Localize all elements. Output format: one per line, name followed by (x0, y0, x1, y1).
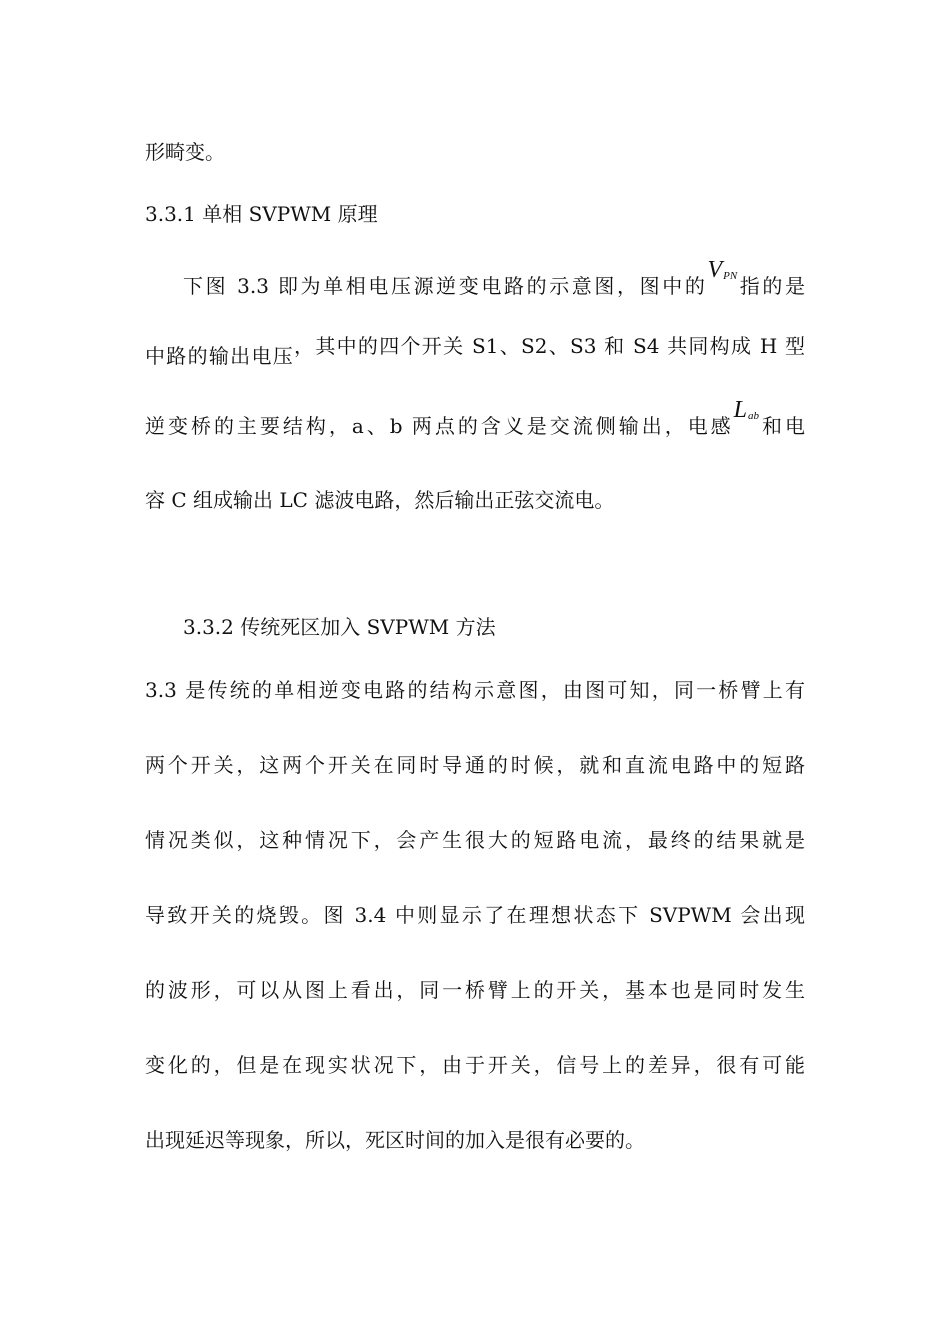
paragraph-line (145, 676, 805, 704)
paragraph-tail (145, 138, 805, 166)
paragraph-line (145, 976, 805, 1004)
text-line: 出现延迟等现象，所以，死区时间的加入是很有必要的。 (145, 1128, 645, 1152)
text-line: 两个开关，这两个开关在同时导通的时候，就和直流电路中的短路 (145, 753, 805, 777)
text-segment: 指的是 (737, 274, 806, 298)
paragraph-line (145, 334, 805, 370)
math-base: L (733, 397, 748, 423)
text-segment: 逆变桥的主要结构，a、b 两点的含义是交流侧输出，电感 (145, 414, 734, 438)
math-subscript: PN (723, 270, 738, 282)
heading-text: 3.3.2 传统死区加入 SVPWM 方法 (183, 615, 496, 639)
paragraph-line (145, 826, 805, 854)
math-vpn (707, 257, 738, 283)
paragraph-line (183, 257, 806, 304)
text-line: 3.3 是传统的单相逆变电路的结构示意图，由图可知，同一桥臂上有 (145, 678, 805, 702)
section-heading-3-3-1 (145, 200, 805, 228)
text-segment: 下图 3.3 即为单相电压源逆变电路的示意图，图中的 (183, 274, 708, 298)
paragraph-line (145, 1126, 805, 1154)
paragraph-line (145, 751, 805, 779)
text-line: 情况类似，这种情况下，会产生很大的短路电流，最终的结果就是 (145, 828, 805, 852)
paragraph-line (145, 901, 805, 929)
text-line: 变化的，但是在现实状况下，由于开关，信号上的差异，很有可能 (145, 1053, 805, 1077)
paragraph-line (145, 486, 805, 514)
heading-text: 3.3.1 单相 SVPWM 原理 (145, 202, 378, 226)
text-segment: 其中的四个开关 S1、S2、S3 和 S4 共同构成 H 型 (315, 334, 805, 358)
paragraph-line (145, 397, 805, 444)
text-line: 形畸变。 (145, 140, 225, 164)
math-base: V (707, 257, 723, 283)
text-line: 的波形，可以从图上看出，同一桥臂上的开关，基本也是同时发生 (145, 978, 805, 1002)
text-segment: 中路的输出电压 (145, 344, 295, 368)
text-line: 容 C 组成输出 LC 滤波电路，然后输出正弦交流电。 (145, 488, 615, 512)
math-lab (733, 397, 760, 423)
text-segment: ， (294, 334, 316, 358)
text-line: 导致开关的烧毁。图 3.4 中则显示了在理想状态下 SVPWM 会出现 (145, 903, 805, 927)
math-subscript: ab (748, 410, 760, 422)
section-heading-3-3-2 (183, 613, 805, 641)
text-segment: 和电 (759, 414, 805, 438)
paragraph-line (145, 1051, 805, 1079)
